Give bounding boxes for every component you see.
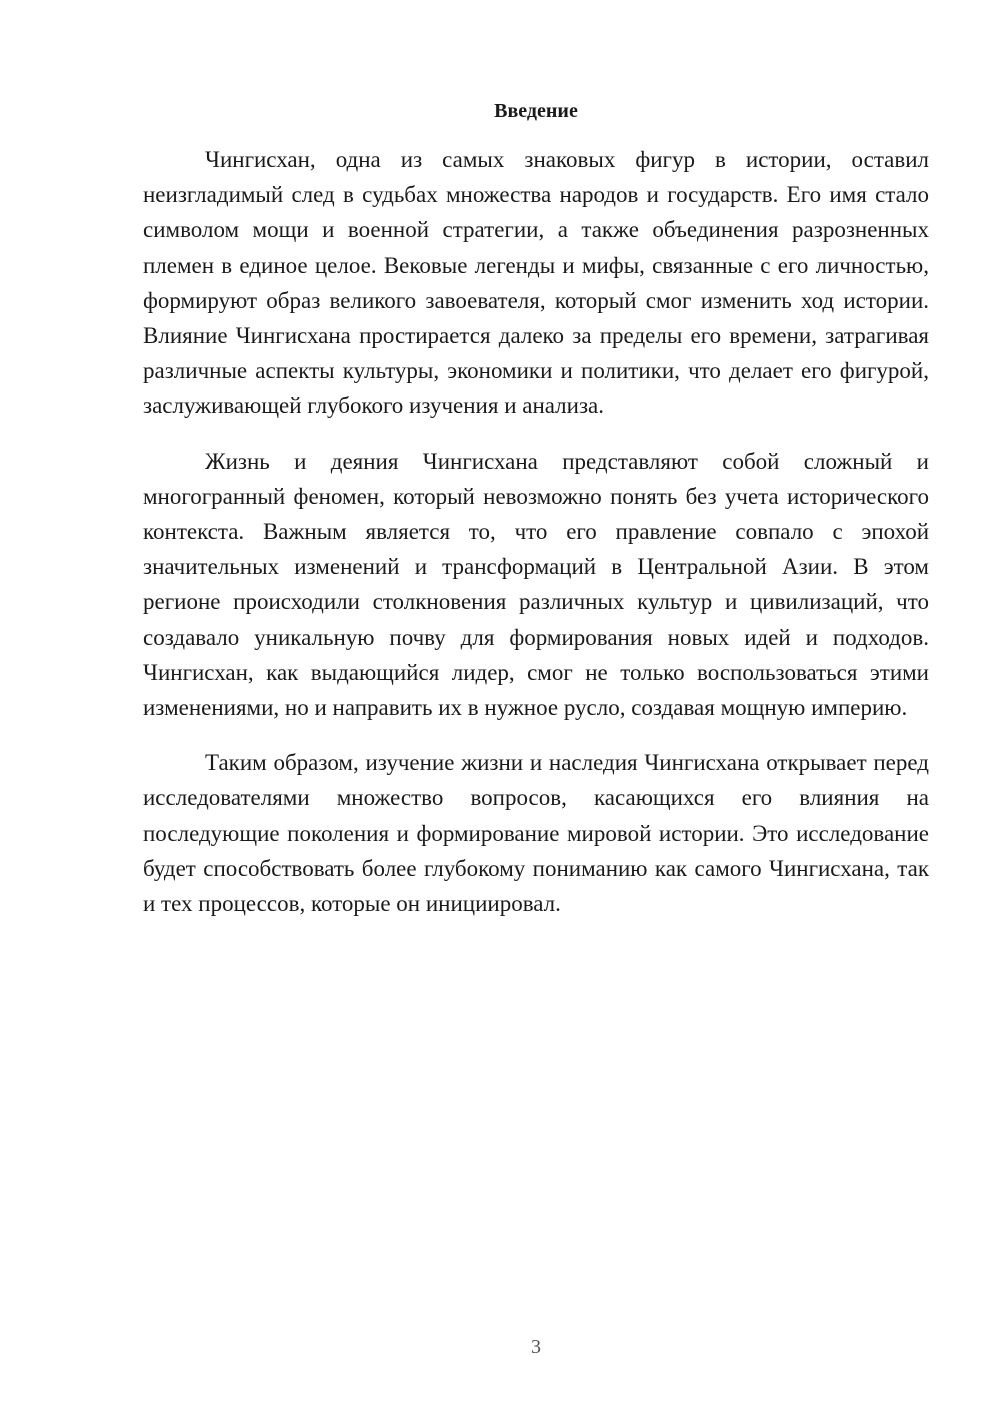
paragraph-2: Жизнь и деяния Чингисхана представляют собой сложный и многогранный феномен, который невозможно понять без учета исторического контекста. Важным является то, что его правление совпало с эпохой значительных изменений и трансформаций в Центральной Азии. В этом регионе происходили столкновения различных культур и цивилизаций, что создавало уникальную почву для формирования новых идей и подходов. Чингисхан, как выдающийся лидер, смог не только воспользоваться этими изменениями, но и направить их в нужное русло, создавая мощную империю. <box>143 448 929 721</box>
page-number: 3 <box>531 1336 541 1358</box>
paragraph-3: Таким образом, изучение жизни и наследия Чингисхана открывает перед исследователями множество вопросов, касающихся его влияния на последующие поколения и формирование мировой истории. Это исследование будет способствовать более глубокому пониманию как самого Чингисхана, так и тех процессов, которые он инициировал. <box>143 750 929 917</box>
body-text <box>143 142 929 941</box>
paragraph-1: Чингисхан, одна из самых знаковых фигур в истории, оставил неизгладимый след в судьбах множества народов и государств. Его имя стало символом мощи и военной стратегии, а также объединения разрозненных племен в единое целое. Вековые легенды и мифы, связанные с его личностью, формируют образ великого завоевателя, который смог изменить ход истории. Влияние Чингисхана простирается далеко за пределы его времени, затрагивая различные аспекты культуры, экономики и политики, что делает его фигурой, заслуживающей глубокого изучения и анализа. <box>143 147 929 419</box>
section-heading: Введение <box>494 100 578 122</box>
